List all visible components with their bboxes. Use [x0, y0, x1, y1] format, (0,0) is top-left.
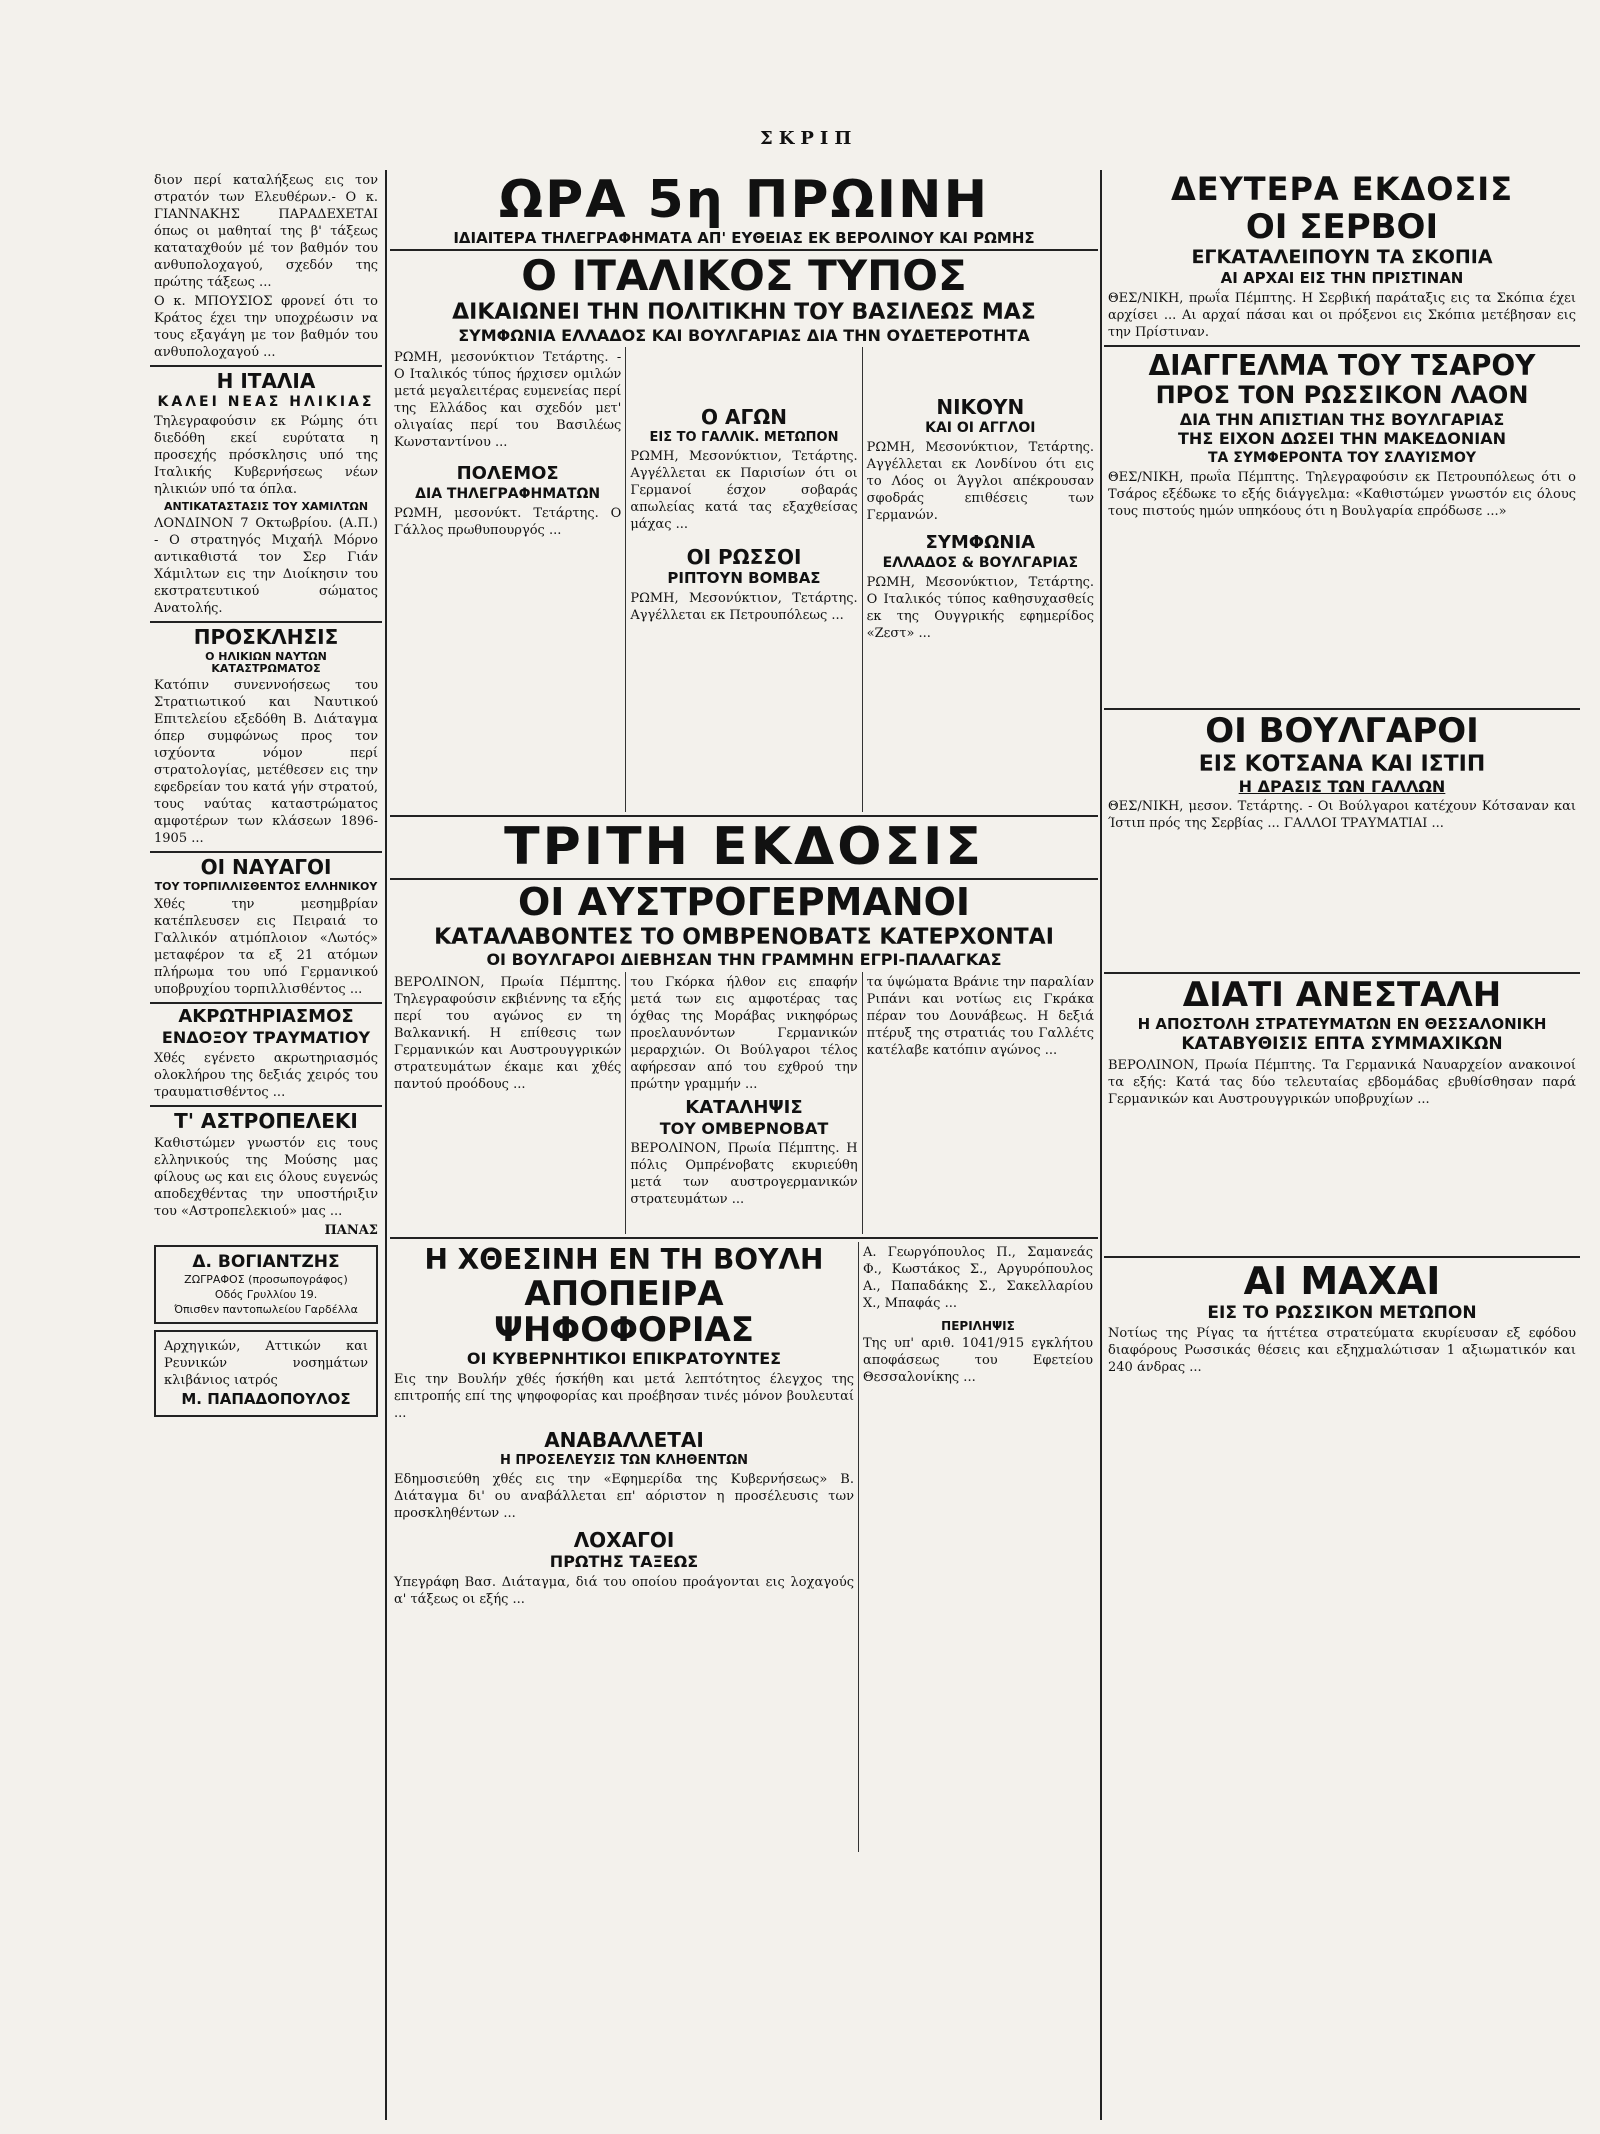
triti-ekdosis-title: ΤΡΙΤΗ ΕΚΔΟΣΙΣ [504, 817, 984, 878]
polemos-subtitle: ΔΙΑ ΤΗΛΕΓΡΑΦΗΜΑΤΩΝ [415, 486, 601, 503]
rossoi-text: ΡΩΜΗ, Μεσονύκτιον, Τετάρτης. Αγγέλλεται εκ Πετρουπόλεως ... [630, 590, 858, 623]
bottom-columns [390, 1242, 1098, 1852]
akro-subtitle: ΕΝΔΟΞΟΥ ΤΡΑΥΜΑΤΙΟΥ [161, 1027, 371, 1047]
divider [1104, 708, 1580, 710]
divider [1104, 972, 1580, 974]
divider [390, 249, 1098, 251]
italikos-subtitle: ΔΙΚΑΙΩΝΕΙ ΤΗΝ ΠΟΛΙΤΙΚΗΝ ΤΟΥ ΒΑΣΙΛΕΩΣ ΜΑΣ [452, 300, 1036, 326]
left-column [150, 170, 382, 2120]
austro-columns [390, 972, 1098, 1234]
ad-box [154, 1245, 378, 1324]
right-column [1104, 170, 1580, 2120]
austro-subtitle-2: ΟΙ ΒΟΥΛΓΑΡΟΙ ΔΙΕΒΗΣΑΝ ΤΗΝ ΓΡΑΜΜΗΝ ΕΓΡΙ-ΠΑΛΑΓΚΑΣ [486, 949, 1002, 969]
divider [1104, 1256, 1580, 1258]
ad-name: Δ. ΒΟΓΙΑΝΤΖΗΣ [192, 1251, 340, 1272]
ad-line: Οδός Γρυλλίου 19. [214, 1287, 318, 1301]
astro-signature: ΠΑΝΑΣ [324, 1222, 378, 1238]
katalipsis-subtitle: ΤΟΥ ΟΜΒΕΡΝΟΒΑΤ [659, 1118, 829, 1138]
servoi-subtitle-2: ΑΙ ΑΡΧΑΙ ΕΙΣ ΤΗΝ ΠΡΙΣΤΙΝΑΝ [1220, 269, 1464, 288]
italikos-text: ΡΩΜΗ, μεσονύκτιον Τετάρτης. - Ο Ιταλικός τύπος ήρχισεν ομιλών μετά μεγαλειτέρας ευμενείας περί της Ελλάδος και σχεδόν μετ' ολιγαίας περί του Βασιλέως Κωνσταντίνου ... [394, 350, 622, 451]
antikat-title: ΑΝΤΙΚΑΤΑΣΤΑΣΙΣ ΤΟΥ ΧΑΜΙΛΤΩΝ [163, 499, 369, 513]
katalipsis-title: ΚΑΤΑΛΗΨΙΣ [685, 1096, 803, 1118]
periilipsis-title: ΠΕΡΙΛΗΨΙΣ [941, 1318, 1015, 1333]
ad2-text: Αρχηγικών, Αττικών και Ρευνικών νοσημάτων κλιβάνιος ιατρός [164, 1339, 368, 1389]
austro-subtitle: ΚΑΤΑΛΑΒΟΝΤΕΣ ΤΟ ΟΜΒΡΕΝΟΒΑΤΣ ΚΑΤΕΡΧΟΝΤΑΙ [434, 924, 1054, 950]
subcolumn [390, 347, 626, 812]
rossoi-title: ΟΙ ΡΩΣΣΟΙ [686, 544, 802, 569]
subcolumn [859, 1242, 1097, 1852]
apopeira-title: ΑΠΟΠΕΙΡΑ ΨΗΦΟΦΟΡΙΑΣ [493, 1274, 755, 1350]
diati-subtitle-2: ΚΑΤΑΒΥΘΙΣΙΣ ΕΠΤΑ ΣΥΜΜΑΧΙΚΩΝ [1181, 1033, 1503, 1054]
prosklisis-text: Κατόπιν συνεννοήσεως του Στρατιωτικού και Ναυτικού Επιτελείου εξεδόθη Β. Διάταγμα όπερ συμφώνως προς τον ισχύοντα νόμον περί στρατολογίας, μετέθεσεν εις την εφεδρείαν του κατά γήν στρατού, τους ναύτας καταστρώματος αμφοτέρων των κλάσεων 1896-1905 ... [154, 678, 378, 847]
maxai-text: Νοτίως της Ρίγας τα ήττέτεα στρατεύματα εκυρίευσαν εξ εφόδου διαφόρους Ρωσσικάς θέσεις και εξηχμαλώτισαν 1 αξιωματικόν και 240 άνδρας ... [1108, 1326, 1576, 1376]
agon-subtitle: ΕΙΣ ΤΟ ΓΑΛΛΙΚ. ΜΕΤΩΠΟΝ [649, 430, 839, 446]
ad-line: Όπισθεν παντοπωλείου Γαρδέλλα [174, 1302, 358, 1316]
anaballetai-text: Εδημοσιεύθη χθές εις την «Εφημερίδα της Κυβερνήσεως» Β. Διάταγμα δι' ου αναβάλλεται επ' αόριστον η προσέλευσις των προσκληθέντων ... [394, 1471, 854, 1521]
apopeira-text: Εις την Βουλήν χθές ήσκήθη και μετά λεπτότητος έλεγχος της επιτροπής επί της ψηφοφορίας και προέβησαν τινές μόνον βουλευταί ... [394, 1372, 854, 1422]
navagoi-subtitle: ΤΟΥ ΤΟΡΠΙΛΛΙΣΘΕΝΤΟΣ ΕΛΛΗΝΙΚΟΥ [154, 880, 378, 894]
akro-title: ΑΚΡΩΤΗΡΙΑΣΜΟΣ [178, 1005, 354, 1027]
diati-title: ΔΙΑΤΙ ΑΝΕΣΤΑΛΗ [1182, 975, 1502, 1016]
divider [390, 1237, 1098, 1239]
navagoi-title: ΟΙ ΝΑΥΑΓΟΙ [200, 855, 332, 880]
vouleftes-text: Α. Γεωργόπουλος Π., Σαμανεάς Φ., Κωστάκος Σ., Αργυρόπουλος Α., Παπαδάκης Σ., Σακελλαρίου Χ., Μπαφάς ... [863, 1244, 1093, 1311]
symfonia-title: ΣΥΜΦΩΝΙΑ [925, 532, 1036, 554]
column-rule [1100, 170, 1102, 2120]
ad2-name: Μ. ΠΑΠΑΔΟΠΟΥΛΟΣ [181, 1390, 351, 1409]
ad-box-2 [154, 1330, 378, 1417]
agon-text: ΡΩΜΗ, Μεσονύκτιον, Τετάρτης. Αγγέλλεται εκ Παρισίων ότι οι Γερμανοί έσχον σοβαράς απωλείας κατά τας εξαχθείσας μάχας ... [630, 448, 858, 532]
katalipsis-text: ΒΕΡΟΛΙΝΟΝ, Πρωία Πέμπτης. Η πόλις Ομπρένοβατς εκυριεύθη μετά των αυστρογερμανικών στρατευμάτων ... [630, 1141, 858, 1208]
maxai-subtitle: ΕΙΣ ΤΟ ΡΩΣΣΙΚΟΝ ΜΕΤΩΠΟΝ [1207, 1302, 1477, 1323]
divider [150, 1002, 382, 1004]
lochagoi-text: Υπεγράφη Βασ. Διάταγμα, διά του οποίου προάγονται εις λοχαγούς α' τάξεως οι εξής ... [394, 1574, 854, 1607]
italikos-subtitle-2: ΣΥΜΦΩΝΙΑ ΕΛΛΑΔΟΣ ΚΑΙ ΒΟΥΛΓΑΡΙΑΣ ΔΙΑ ΤΗΝ ΟΥΔΕΤΕΡΟΤΗΤΑ [458, 325, 1030, 345]
polemos-text: ΡΩΜΗ, μεσονύκτ. Τετάρτης. Ο Γάλλος πρωθυπουργός ... [394, 505, 622, 538]
prosklisis-subtitle: Ο ΗΛΙΚΙΩΝ ΝΑΥΤΩΝ ΚΑΤΑΣΤΡΩΜΑΤΟΣ [205, 650, 327, 675]
voulgaroi-text: ΘΕΣ/ΝΙΚΗ, μεσον. Τετάρτης. - Οι Βούλγαροι κατέχουν Κότσαναν και Ίστιπ πρός της Σερβίας ... ΓΑΛΛΟΙ ΤΡΑΥΜΑΤΙΑΙ ... [1108, 799, 1576, 832]
nikoun-text: ΡΩΜΗ, Μεσονύκτιον, Τετάρτης. Αγγέλλεται εκ Λονδίνου ότι εις το Λόος οι Άγγλοι απέκρουσαν σφοδράς επιθέσεις των Γερμανών. [866, 440, 1094, 524]
servoi-subtitle: ΕΓΚΑΤΑΛΕΙΠΟΥΝ ΤΑ ΣΚΟΠΙΑ [1191, 246, 1493, 269]
diaggelma-subtitle-2: ΔΙΑ ΤΗΝ ΑΠΙΣΤΙΑΝ ΤΗΣ ΒΟΥΛΓΑΡΙΑΣ [1179, 409, 1505, 429]
intro-text: διον περί καταλήξεως εις τον στρατόν των Ελευθέρων.- Ο κ. ΓΙΑΝΝΑΚΗΣ ΠΑΡΑΔΕΧΕΤΑΙ όπως οι μαθηταί της β' τάξεως καταταχθούν μέ τον βαθμόν του ανθυπολοχαγού, σχεδόν της πρώτης τάξεως ... [154, 173, 378, 290]
banner-subtitle: ΙΔΙΑΙΤΕΡΑ ΤΗΛΕΓΡΑΦΗΜΑΤΑ ΑΠ' ΕΥΘΕΙΑΣ ΕΚ ΒΕΡΟΛΙΝΟΥ ΚΑΙ ΡΩΜΗΣ [453, 228, 1035, 247]
austro-text-2: του Γκόρκα ήλθον εις επαφήν μετά των εις αμφοτέρας τας όχθας της Μοράβας νικηφόρως προελαυνόντων Γερμανικών μεραρχιών. Οι Βούλγαροι τέλος αφήρεσαν από του εχθρού την πρώτην γραμμήν ... [630, 974, 858, 1092]
diaggelma-subtitle: ΠΡΟΣ ΤΟΝ ΡΩΣΣΙΚΟΝ ΛΑΟΝ [1155, 381, 1529, 410]
polemos-title: ΠΟΛΕΜΟΣ [456, 463, 559, 485]
agon-title: Ο ΑΓΩΝ [701, 405, 787, 430]
antikat-text: ΛΟΝΔΙΝΟΝ 7 Οκτωβρίου. (Α.Π.) - Ο στρατηγός Μιχαήλ Μόρνο αντικαθιστά τον Σερ Γιάν Χάμιλτων εις την Διοίκησιν του εκστρατευτικού σώματος Ανατολής. [154, 516, 378, 617]
subcolumn [863, 972, 1098, 1234]
maxai-title: ΑΙ ΜΑΧΑΙ [1243, 1258, 1441, 1303]
subcolumn [626, 972, 862, 1234]
banner-title: ΩΡΑ 5η ΠΡΩΙΝΗ [498, 170, 990, 230]
center-column [390, 170, 1098, 2120]
masthead: ΣΚΡΙΠ [760, 128, 858, 149]
periilipsis-text: Της υπ' αριθ. 1041/915 εγκλήτου αποφάσεως του Εφετείου Θεσσαλονίκης ... [863, 1336, 1093, 1386]
diaggelma-subtitle-4: ΤΑ ΣΥΜΦΕΡΟΝΤΑ ΤΟΥ ΣΛΑΥΙΣΜΟΥ [1207, 450, 1477, 467]
vouli-section [390, 1242, 859, 1852]
divider [150, 851, 382, 853]
ad-line: ΖΩΓΡΑΦΟΣ (προσωπογράφος) [184, 1273, 348, 1287]
divider [150, 1105, 382, 1107]
italikos-columns [390, 347, 1098, 812]
subcolumn [390, 972, 626, 1234]
austro-title: ΟΙ ΑΥΣΤΡΟΓΕΡΜΑΝΟΙ [517, 879, 971, 924]
astro-text: Καθιστώμεν γνωστόν εις τους ελληνικούς της Μούσης μας φίλους ως και εις όλους ευγενώς αποδεχθέντας την υποστήριξιν του «Αστροπελεκιού» μας ... [154, 1135, 378, 1219]
diaggelma-title: ΔΙΑΓΓΕΛΜΑ ΤΟΥ ΤΣΑΡΟΥ [1148, 348, 1536, 382]
servoi-title: ΟΙ ΣΕΡΒΟΙ [1245, 206, 1439, 247]
anaballetai-title: ΑΝΑΒΑΛΛΕΤΑΙ [544, 1428, 704, 1453]
column-rule [385, 170, 387, 2120]
voulgaroi-subtitle: ΕΙΣ ΚΟΤΣΑΝΑ ΚΑΙ ΙΣΤΙΠ [1198, 751, 1486, 777]
divider [390, 815, 1098, 817]
chthesini-title: Η ΧΘΕΣΙΝΗ ΕΝ ΤΗ ΒΟΥΛΗ [424, 1242, 824, 1276]
divider [390, 878, 1098, 880]
akro-text: Χθές εγένετο ακρωτηριασμός ολοκλήρου της δεξιάς χειρός του τραυματισθέντος ... [154, 1050, 378, 1100]
italia-title: Η ΙΤΑΛΙΑ [216, 369, 316, 393]
navagoi-text: Χθές την μεσημβρίαν κατέπλευσεν εις Πειραιά το Γαλλικόν ατμόπλοιον «Λωτός» μεταφέρον τα εξ 21 ατόμων πλήρωμα του υπό Γερμανικού υποβρυχίου τορπιλλισθέντος ... [154, 896, 378, 997]
symfonia-text: ΡΩΜΗ, Μεσονύκτιον, Τετάρτης. Ο Ιταλικός τύπος καθησυχασθείς εκ της Ουγγρικής εφημερίδος «Ζεστ» ... [866, 574, 1094, 641]
intro-text-2: Ο κ. ΜΠΟΥΣΙΟΣ φρονεί ότι το Κράτος έχει την υποχρέωσιν να τους εξαγάγη με τον βαθμόν του ανθυπολοχαγού ... [154, 294, 378, 360]
nikoun-title: ΝΙΚΟΥΝ [936, 395, 1025, 420]
anaballetai-subtitle: Η ΠΡΟΣΕΛΕΥΣΙΣ ΤΩΝ ΚΛΗΘΕΝΤΩΝ [499, 1453, 749, 1469]
diaggelma-subtitle-3: ΤΗΣ ΕΙΧΟΝ ΔΩΣΕΙ ΤΗΝ ΜΑΚΕΔΟΝΙΑΝ [1178, 429, 1506, 449]
divider [1104, 345, 1580, 347]
divider [150, 621, 382, 623]
rossoi-subtitle: ΡΙΠΤΟΥΝ ΒΟΜΒΑΣ [667, 568, 821, 587]
deftera-ekdosis-title: ΔΕΥΤΕΡΑ ΕΚΔΟΣΙΣ [1170, 170, 1514, 208]
austro-text-1: ΒΕΡΟΛΙΝΟΝ, Πρωία Πέμπτης. Τηλεγραφούσιν εκβιέννης τα εξής περί του αγώνος εν τη Βαλκανική. Η επίθεσις των Γερμανικών και Αυστρουγγρικών στρατευμάτων έκαμε και χθές παντού προόδους ... [394, 974, 622, 1092]
symfonia-subtitle: ΕΛΛΑΔΟΣ & ΒΟΥΛΓΑΡΙΑΣ [882, 554, 1079, 571]
austro-text-3: τα ύψώματα Βράνιε την παραλίαν Ριπάνι και νοτίως εις Γκράκα πέραν του Δουνάβεως. Η δεξιά πτέρυξ της στρατιάς του Γαλλέτς κατέλαβε κατόπιν αγώνος ... [866, 974, 1094, 1058]
prosklisis-title: ΠΡΟΣΚΛΗΣΙΣ [193, 625, 339, 650]
voulgaroi-subtitle-2: Η ΔΡΑΣΙΣ ΤΩΝ ΓΑΛΛΩΝ [1238, 776, 1446, 796]
diati-text: ΒΕΡΟΛΙΝΟΝ, Πρωία Πέμπτης. Τα Γερμανικά Ναυαρχείον ανακοινοί τα εξής: Κατά τας δύο τελευταίας εβδομάδας εβυθίσθησαν παρά Γερμανικών και Αυστρουγγρικών υποβρυχίων ... [1108, 1057, 1576, 1107]
lochagoi-title: ΛΟΧΑΓΟΙ [573, 1527, 675, 1552]
astro-title: Τ' ΑΣΤΡΟΠΕΛΕΚΙ [174, 1108, 358, 1133]
servoi-text: ΘΕΣ/ΝΙΚΗ, πρωΐα Πέμπτης. Η Σερβική παράταξις εις τα Σκόπια έχει αρχίσει ... Αι αρχαί πάσαι και οι πρόξενοι εις Σκόπια μετέβησαν εις την Πρίστιναν. [1108, 290, 1576, 340]
voulgaroi-title: ΟΙ ΒΟΥΛΓΑΡΟΙ [1205, 710, 1479, 751]
lochagoi-subtitle: ΠΡΩΤΗΣ ΤΑΞΕΩΣ [549, 1551, 699, 1571]
diaggelma-text: ΘΕΣ/ΝΙΚΗ, πρωΐα Πέμπτης. Τηλεγραφούσιν εκ Πετρουπόλεως ότι ο Τσάρος εξέδωκε το εξής διάγγελμα: «Καθιστώμεν γνωστόν εις όλους τους πιστούς ημών υπηκόους ότι η Βουλγαρία επρόδωσε ...» [1108, 469, 1576, 519]
divider [150, 365, 382, 367]
subcolumn [626, 347, 862, 812]
nikoun-subtitle: ΚΑΙ ΟΙ ΑΓΓΛΟΙ [925, 420, 1036, 437]
italia-subtitle: ΚΑΛΕΙ ΝΕΑΣ ΗΛΙΚΙΑΣ [157, 394, 375, 410]
italia-text: Τηλεγραφούσιν εκ Ρώμης ότι διεδόθη εκεί ευρύτατα η προσεχής πρόσκλησις υπό της Ιταλικής Κυβερνήσεως νέων ηλικιών υπό τα όπλα. [154, 413, 378, 497]
italikos-title: Ο ΙΤΑΛΙΚΟΣ ΤΥΠΟΣ [521, 251, 967, 301]
diati-subtitle: Η ΑΠΟΣΤΟΛΗ ΣΤΡΑΤΕΥΜΑΤΩΝ ΕΝ ΘΕΣΣΑΛΟΝΙΚΗ [1137, 1015, 1547, 1034]
subcolumn [863, 347, 1098, 812]
apopeira-subtitle: ΟΙ ΚΥΒΕΡΝΗΤΙΚΟΙ ΕΠΙΚΡΑΤΟΥΝΤΕΣ [466, 1349, 782, 1369]
